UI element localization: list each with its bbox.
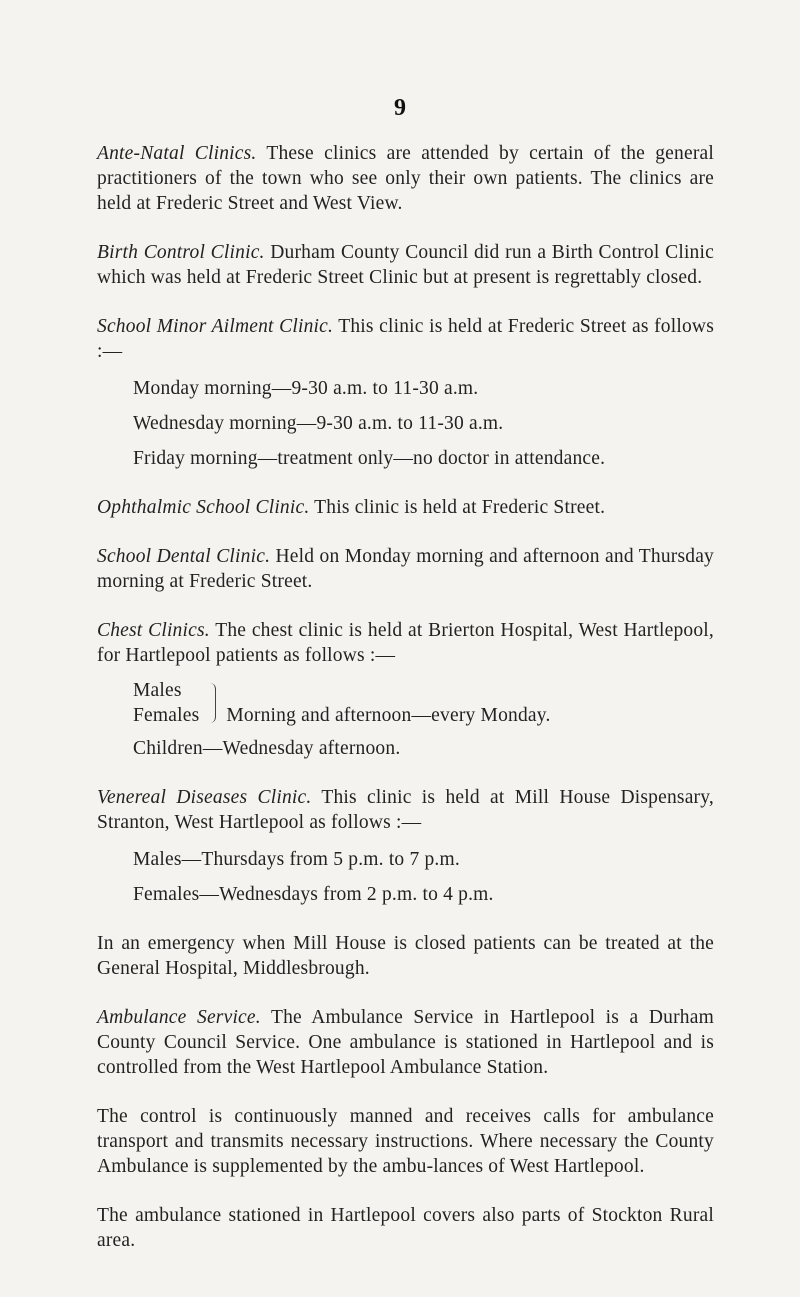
schedule-line: Monday morning—9-30 a.m. to 11-30 a.m.: [133, 378, 479, 399]
chest-text: The chest clinic is held at Brierton Hospital, West Hartlepool, for Hartlepool patients as follows :—: [97, 620, 714, 666]
school-minor-paragraph: [97, 314, 714, 364]
stockton-paragraph: [97, 1203, 714, 1253]
chest-females-label: Females: [133, 705, 200, 726]
stockton-text: The ambulance stationed in Hartlepool covers also parts of Stockton Rural area.: [97, 1205, 714, 1251]
emergency-paragraph: [97, 931, 714, 981]
control-text: The control is continuously manned and receives calls for ambulance transport and transmits necessary instructions. Where necessary the County Ambulance is supplemented by the ambu-lances of West Hartlepool.: [97, 1106, 714, 1177]
chest-schedule: [97, 678, 714, 761]
ophthalmic-paragraph: [97, 495, 714, 520]
chest-males-label: Males: [133, 680, 182, 701]
venereal-paragraph: [97, 785, 714, 835]
school-minor-heading: School Minor Ailment Clinic.: [97, 316, 334, 337]
chest-adult-schedule: Morning and afternoon—every Monday.: [226, 705, 551, 726]
school-minor-text: This clinic is held at Frederic Street as follows :—: [97, 316, 714, 362]
emergency-text: In an emergency when Mill House is closed patients can be treated at the General Hospital, Middlesbrough.: [97, 933, 714, 979]
chest-heading: Chest Clinics.: [97, 620, 210, 641]
chest-children-line: Children—Wednesday afternoon.: [133, 738, 401, 759]
ante-natal-text: These clinics are attended by certain of the general practitioners of the town who see only their own patients. The clinics are held at Frederic Street and West View.: [97, 143, 714, 214]
birth-control-text: Durham County Council did run a Birth Control Clinic which was held at Frederic Street Clinic but at present is regrettably closed.: [97, 242, 714, 288]
schedule-line: Wednesday morning—9-30 a.m. to 11-30 a.m.: [133, 413, 504, 434]
venereal-text: This clinic is held at Mill House Dispensary, Stranton, West Hartlepool as follows :—: [97, 787, 714, 833]
brace-symbol: [207, 683, 216, 723]
schedule-line: Males—Thursdays from 5 p.m. to 7 p.m.: [133, 849, 460, 870]
document-body: [97, 141, 714, 1277]
dental-paragraph: [97, 544, 714, 594]
schedule-line: Friday morning—treatment only—no doctor in attendance.: [133, 448, 606, 469]
birth-control-heading: Birth Control Clinic.: [97, 242, 265, 263]
page-number: 9: [394, 95, 406, 121]
ante-natal-paragraph: [97, 141, 714, 216]
birth-control-paragraph: [97, 240, 714, 290]
dental-heading: School Dental Clinic.: [97, 546, 271, 567]
ambulance-text: The Ambulance Service in Hartlepool is a Durham County Council Service. One ambulance is stationed in Hartlepool and is controlled from the West Hartlepool Ambulance Station.: [97, 1007, 714, 1078]
venereal-schedule: [97, 847, 714, 907]
ambulance-paragraph: [97, 1005, 714, 1080]
chest-adult-group: [133, 678, 714, 728]
dental-text: Held on Monday morning and afternoon and Thursday morning at Frederic Street.: [97, 546, 715, 592]
ophthalmic-heading: Ophthalmic School Clinic.: [97, 497, 310, 518]
school-minor-schedule: [97, 376, 714, 471]
ophthalmic-text: This clinic is held at Frederic Street.: [314, 497, 606, 518]
chest-paragraph: [97, 618, 714, 668]
ante-natal-heading: Ante-Natal Clinics.: [97, 143, 257, 164]
control-paragraph: [97, 1104, 714, 1179]
venereal-heading: Venereal Diseases Clinic.: [97, 787, 312, 808]
schedule-line: Females—Wednesdays from 2 p.m. to 4 p.m.: [133, 884, 494, 905]
ambulance-heading: Ambulance Service.: [97, 1007, 261, 1028]
